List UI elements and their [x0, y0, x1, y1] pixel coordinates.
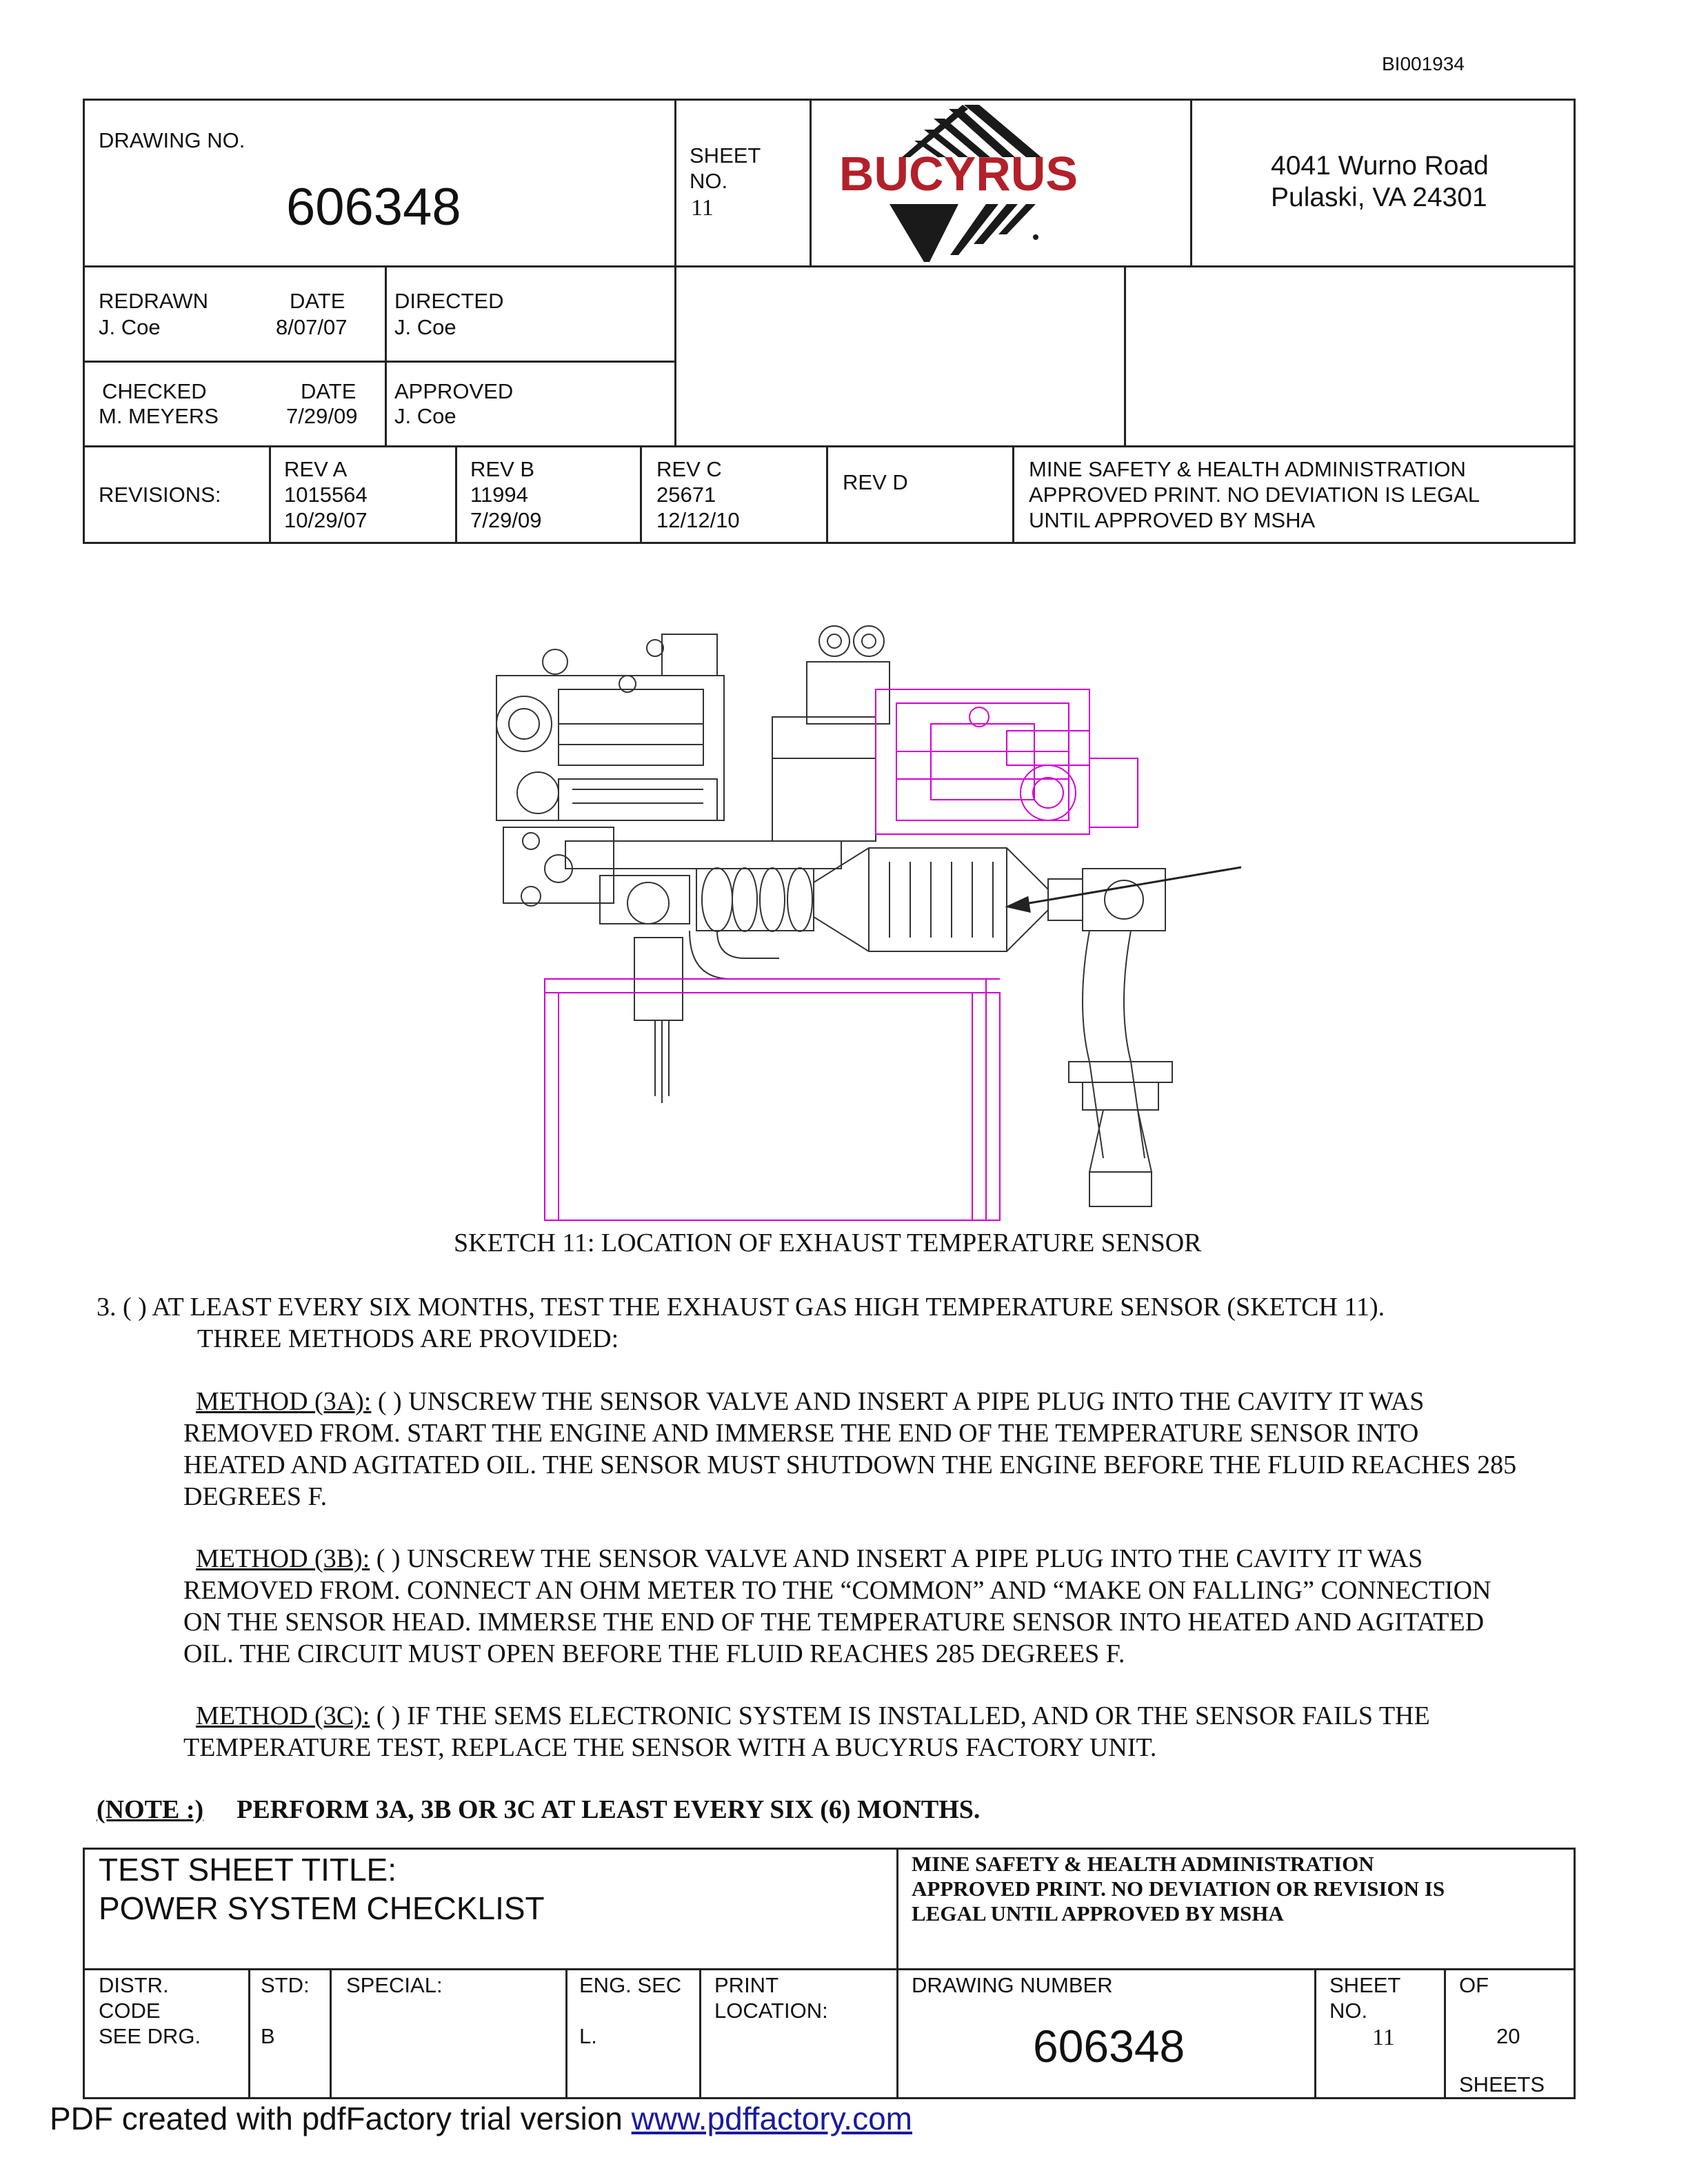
item-3-line-2: THREE METHODS ARE PROVIDED: — [197, 1324, 619, 1353]
method-3b-text-1: ( ) UNSCREW THE SENSOR VALVE AND INSERT A PIPE PLUG INTO THE CAVITY IT WAS — [370, 1544, 1423, 1573]
approved-label: APPROVED — [394, 379, 514, 403]
method-3a-line-2: REMOVED FROM. START THE ENGINE AND IMMERSE THE END OF THE TEMPERATURE SENSOR INTO — [183, 1419, 1419, 1448]
directed-label: DIRECTED — [394, 289, 504, 313]
print-location-label: PRINT LOCATION: — [714, 1973, 828, 2023]
method-3b-label: METHOD (3B): — [196, 1544, 370, 1573]
test-sheet-title: POWER SYSTEM CHECKLIST — [99, 1890, 545, 1926]
sketch-caption: SKETCH 11: LOCATION OF EXHAUST TEMPERATURE SENSOR — [454, 1228, 1202, 1257]
drawing-number: 606348 — [1033, 2021, 1185, 2072]
sheets-label: SHEETS — [1459, 2072, 1545, 2096]
revisions-label: REVISIONS: — [99, 483, 221, 507]
note-label: (NOTE :) — [97, 1795, 204, 1824]
eng-sec-value: L. — [579, 2024, 597, 2048]
rev-a-number: 1015564 — [284, 483, 368, 507]
checked-by: M. MEYERS — [99, 404, 219, 428]
method-3a-line-3: HEATED AND AGITATED OIL. THE SENSOR MUST SHUTDOWN THE ENGINE BEFORE THE FLUID REACHES 285 — [183, 1450, 1517, 1479]
rev-d-label: REV D — [843, 470, 908, 494]
of-value: 20 — [1496, 2024, 1520, 2048]
rev-a-date: 10/29/07 — [284, 508, 368, 532]
checked-date-label: DATE — [301, 379, 356, 403]
method-3a-line-4: DEGREES F. — [183, 1482, 328, 1511]
approved-by: J. Coe — [394, 404, 456, 428]
pdffactory-link[interactable]: www.pdffactory.com — [631, 2101, 912, 2136]
redrawn-label: REDRAWN — [99, 289, 209, 313]
item-3-line-1: 3. ( ) AT LEAST EVERY SIX MONTHS, TEST THE EXHAUST GAS HIGH TEMPERATURE SENSOR (SKETCH 11). — [97, 1293, 1385, 1322]
method-3b-line-2: REMOVED FROM. CONNECT AN OHM METER TO THE “COMMON” AND “MAKE ON FALLING” CONNECTION — [183, 1576, 1491, 1605]
drawing-no: 606348 — [286, 178, 461, 236]
special-label: SPECIAL: — [346, 1973, 443, 1997]
std-value: B — [261, 2024, 275, 2048]
sheet-no: 11 — [691, 195, 714, 221]
method-3b-line-4: OIL. THE CIRCUIT MUST OPEN BEFORE THE FLUID REACHES 285 DEGREES F. — [183, 1639, 1125, 1668]
method-3a-label: METHOD (3A): — [196, 1387, 372, 1416]
method-3a-text-1: ( ) UNSCREW THE SENSOR VALVE AND INSERT A PIPE PLUG INTO THE CAVITY IT WAS — [371, 1387, 1425, 1416]
rev-c-number: 25671 — [656, 483, 716, 507]
method-3c-line-1 — [196, 1700, 1430, 1732]
exhaust-sensor-diagram — [483, 620, 1269, 1227]
redrawn-date-label: DATE — [290, 289, 345, 313]
drawing-number-label: DRAWING NUMBER — [912, 1973, 1113, 1997]
watermark-prefix: PDF created with pdfFactory trial version — [50, 2101, 632, 2136]
redrawn-date: 8/07/07 — [276, 315, 348, 339]
checked-date: 7/29/09 — [286, 404, 358, 428]
msha-footer-note: MINE SAFETY & HEALTH ADMINISTRATION APPROVED PRINT. NO DEVIATION OR REVISION IS LEGAL UNTIL APPROVED BY MSHA — [912, 1852, 1445, 1925]
rev-b-label: REV B — [470, 457, 535, 481]
drawing-no-label: DRAWING NO. — [99, 128, 245, 152]
msha-header-note: MINE SAFETY & HEALTH ADMINISTRATION APPROVED PRINT. NO DEVIATION IS LEGAL UNTIL APPROVED BY MSHA — [1029, 457, 1480, 532]
address-line-2: Pulaski, VA 24301 — [1271, 183, 1487, 212]
footer-sheet-no-label: SHEET NO. — [1329, 1973, 1401, 2023]
method-3b-line-3: ON THE SENSOR HEAD. IMMERSE THE END OF THE TEMPERATURE SENSOR INTO HEATED AND AGITATED — [183, 1608, 1485, 1637]
redrawn-by: J. Coe — [99, 315, 161, 339]
directed-by: J. Coe — [394, 315, 456, 339]
method-3c-text-1: ( ) IF THE SEMS ELECTRONIC SYSTEM IS INSTALLED, AND OR THE SENSOR FAILS THE — [370, 1701, 1430, 1730]
test-sheet-title-label: TEST SHEET TITLE: — [99, 1852, 397, 1888]
method-3a-line-1 — [196, 1386, 1424, 1417]
pdf-watermark — [50, 2100, 912, 2137]
note-text: PERFORM 3A, 3B OR 3C AT LEAST EVERY SIX (6) MONTHS. — [237, 1795, 981, 1824]
address-line-1: 4041 Wurno Road — [1271, 151, 1489, 181]
rev-b-date: 7/29/09 — [470, 508, 542, 532]
eng-sec-label: ENG. SEC — [579, 1973, 682, 1997]
footer-sheet-no: 11 — [1372, 2025, 1395, 2050]
method-3c-label: METHOD (3C): — [196, 1701, 370, 1730]
rev-c-date: 12/12/10 — [656, 508, 740, 532]
bucyrus-logo — [821, 102, 1096, 265]
checked-label: CHECKED — [102, 379, 207, 403]
distr-code-label: DISTR. CODE SEE DRG. — [99, 1973, 201, 2048]
svg-text:BUCYRUS: BUCYRUS — [838, 147, 1078, 201]
sheet-no-label: SHEET NO. — [690, 143, 761, 193]
method-3c-line-2: TEMPERATURE TEST, REPLACE THE SENSOR WITH A BUCYRUS FACTORY UNIT. — [183, 1733, 1157, 1762]
rev-b-number: 11994 — [470, 483, 528, 507]
document-id: BI001934 — [1382, 53, 1465, 74]
of-label: OF — [1459, 1973, 1489, 1997]
note-line — [97, 1794, 980, 1826]
std-label: STD: — [261, 1973, 310, 1997]
method-3b-line-1 — [196, 1543, 1423, 1575]
rev-c-label: REV C — [656, 457, 722, 481]
rev-a-label: REV A — [284, 457, 348, 481]
